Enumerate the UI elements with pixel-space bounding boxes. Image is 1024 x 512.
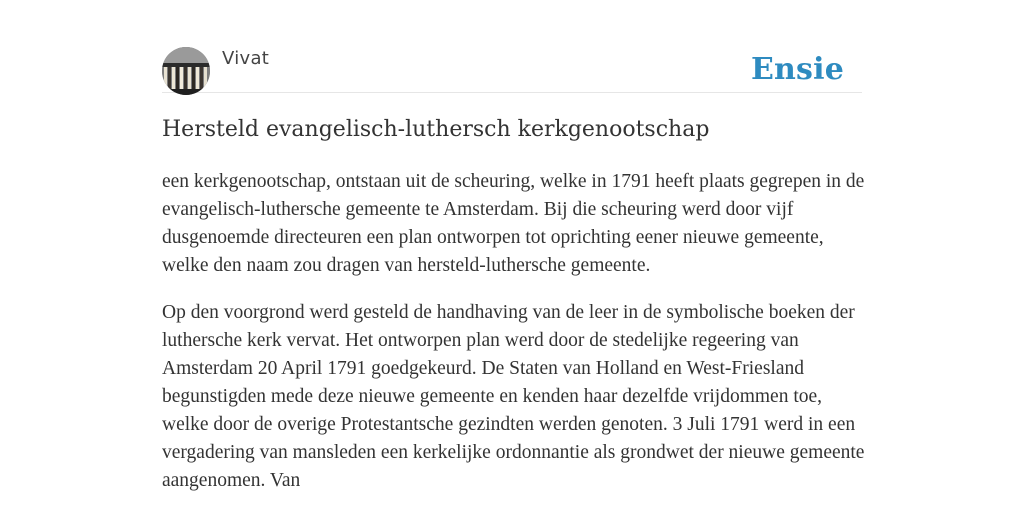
brand-logo[interactable]: Ensie [750, 52, 844, 87]
header [162, 46, 862, 93]
article-body [162, 168, 867, 512]
avatar[interactable] [162, 47, 210, 95]
paragraph: Op den voorgrond werd gesteld de handhaving van de leer in de symbolische boeken der luthersche kerk vervat. Het ontworpen plan werd door de stedelijke regeering van Amsterdam 20 April 1791 goedgekeurd. De Staten van Holland en West-Friesland begunstigden mede deze nieuwe gemeente en kenden haar dezelfde vrijdommen toe, welke door de overige Protestantsche gezindten werden genoten. 3 Juli 1791 werd in een vergadering van mansleden een kerkelijke ordonnantie als grondwet der nieuwe gemeente aangenomen. Van [162, 302, 865, 491]
author-name[interactable]: Vivat [222, 48, 270, 69]
paragraph: een kerkgenootschap, ontstaan uit de scheuring, welke in 1791 heeft plaats gegrepen in de evangelisch-luthersche gemeente te Amsterdam. Bij die scheuring werd door vijf dusgenoemde directeuren een plan ontworpen tot oprichting eener nieuwe gemeente, welke den naam zou dragen van hersteld-luthersche gemeente. [162, 171, 865, 276]
book-spines-avatar-icon [162, 47, 210, 95]
page-title: Hersteld evangelisch-luthersch kerkgenootschap [162, 117, 710, 142]
